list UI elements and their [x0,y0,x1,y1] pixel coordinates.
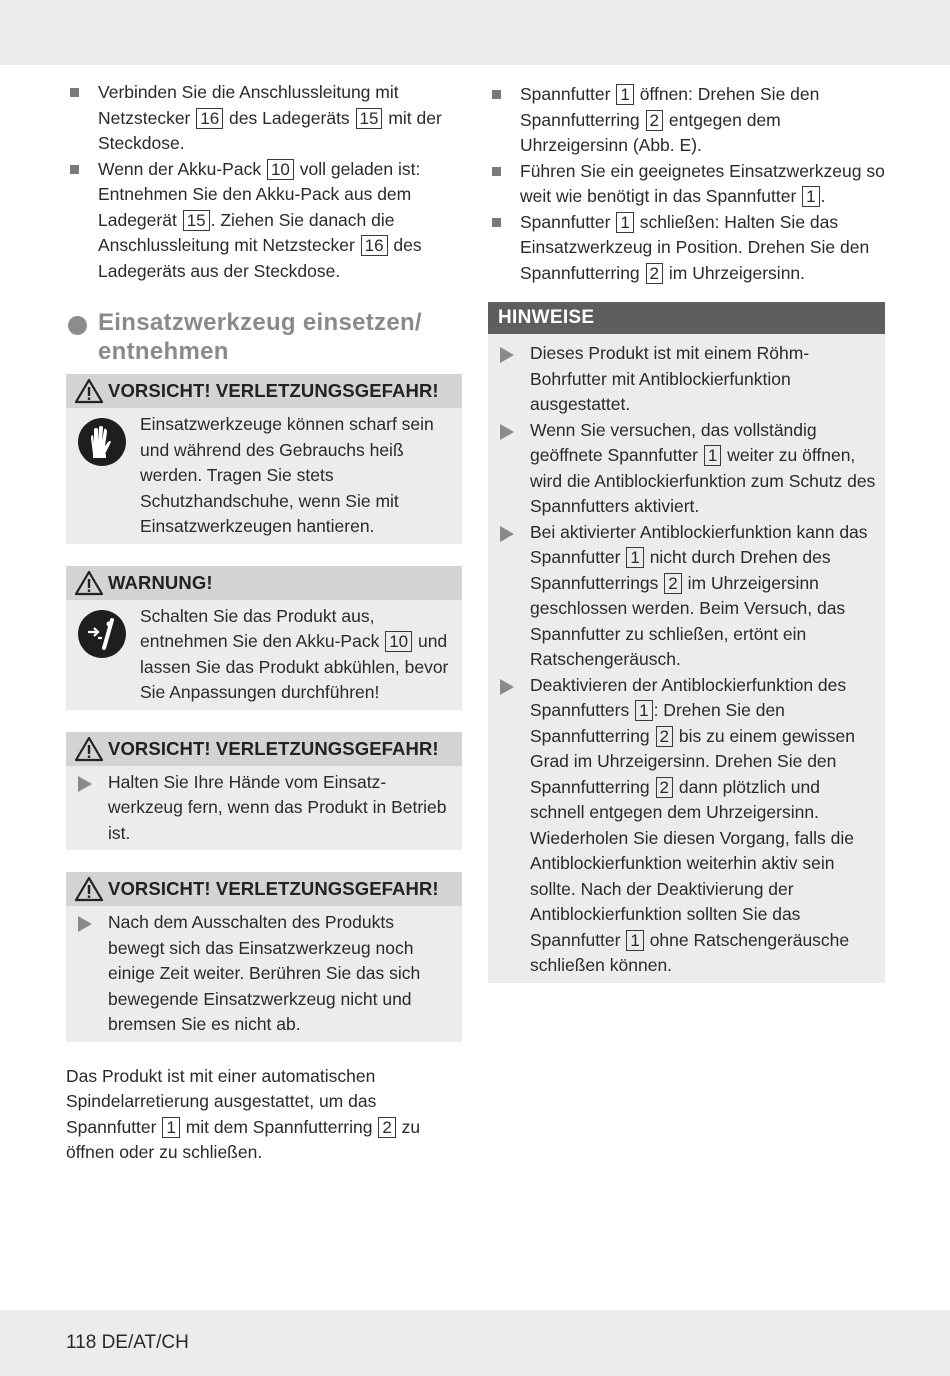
box-text: Einsatzwerkzeuge können scharf sein und während des Gebrauchs heiß werden. Tragen Sie stets Schutzhandschuhe, wenn Sie mit Einsatzwerkzeugen hantieren. [140,414,434,536]
part-number-ref: 2 [664,573,681,594]
part-number-ref: 2 [646,263,663,284]
box-body [66,408,462,544]
box-title: VORSICHT! VERLETZUNGSGEFAHR! [108,878,439,899]
part-number-ref: 1 [162,1117,179,1138]
triangle-bullet-icon [500,347,514,363]
list-item: Nach dem Ausschalten des Produkts bewegt sich das Einsatzwerkzeug noch einige Zeit weiter. Berühren Sie das sich bewegende Einsatzwerkzeug nicht und bremsen Sie es nicht ab. [76,910,454,1038]
box-header [66,566,462,600]
triangle-bullet-icon [500,424,514,440]
unplug-icon [76,608,128,660]
part-number-ref: 10 [267,159,294,180]
left-column [66,80,462,1166]
triangle-bullet-icon [78,776,92,792]
page-top-band [0,0,950,65]
part-number-ref: 15 [356,108,383,129]
page-number: 118 DE/AT/CH [66,1332,189,1353]
part-number-ref: 15 [183,210,210,231]
box-title: WARNUNG! [108,571,213,593]
box-header [66,872,462,906]
box-title: VORSICHT! VERLETZUNGSGEFAHR! [108,737,439,759]
square-bullet-icon [70,165,79,174]
box-body [66,906,462,1042]
warning-triangle-icon [74,570,104,596]
square-bullet-icon [492,167,501,176]
circle-bullet-icon [68,316,87,335]
square-bullet-icon [492,218,501,227]
caution-box-rundown [66,872,462,1042]
warning-box [66,566,462,710]
part-number-ref: 1 [626,930,643,951]
part-number-ref: 1 [616,212,633,233]
list-item: Spannfutter 1 öffnen: Drehen Sie den Spannfutterring 2 entgegen dem Uhrzeigersinn (Abb. E). [488,82,885,159]
box-header [66,374,462,408]
part-number-ref: 1 [616,84,633,105]
list-item: Verbinden Sie die Anschlussleitung mit Netzstecker 16 des Ladegeräts 15 mit der Steckdose. [66,80,462,157]
box-header [66,732,462,766]
part-number-ref: 10 [385,631,412,652]
box-title: VORSICHT! VERLETZUNGSGEFAHR! [108,380,439,401]
caution-box-gloves [66,374,462,544]
triangle-bullet-icon [500,526,514,542]
part-number-ref: 1 [704,445,721,466]
section-heading [66,308,462,366]
left-bullet-list [66,80,462,284]
list-item: Führen Sie ein geeignetes Einsatzwerkzeug so weit wie benötigt in das Spannfutter 1 . [488,159,885,210]
part-number-ref: 1 [635,700,652,721]
part-number-ref: 16 [196,108,223,129]
list-item: Bei aktivierter Antiblockierfunktion kann das Spannfutter 1 nicht durch Drehen des Spannfutterrings 2 im Uhrzeigersinn geschlossen werden. Beim Versuch, das Spannfutter zu schließen, ertönt ein Ratschengeräusch. [498,520,877,673]
notes-box [488,302,885,983]
box-body [66,600,462,710]
box-list [76,910,454,1038]
list-item: Wenn Sie versuchen, das vollständig geöffnete Spannfutter 1 weiter zu öffnen, wird die Antiblockierfunktion zum Schutz des Spannfutters aktiviert. [498,418,877,520]
square-bullet-icon [492,90,501,99]
list-item: Wenn der Akku-Pack 10 voll geladen ist: Entnehmen Sie den Akku-Pack aus dem Ladegerät 15 . Ziehen Sie danach die Anschlussleitung mit Netzstecker 16 des Ladegeräts aus der Steckdose. [66,157,462,285]
box-text: Schalten Sie das Produkt aus, entnehmen Sie den Akku-Pack 10 und lassen Sie das Produkt abkühlen, bevor Sie Anpassungen durchführen! [140,605,449,702]
part-number-ref: 16 [361,235,388,256]
right-column [488,82,885,983]
list-item: Dieses Produkt ist mit einem Röhm-Bohrfutter mit Antiblockierfunktion ausgestattet. [498,341,877,418]
spindle-lock-paragraph: Das Produkt ist mit einer automatischen Spindelarretierung ausgestattet, um das Spannfutter 1 mit dem Spannfutterring 2 zu öffnen oder zu schließen. [66,1065,421,1162]
list-item: Spannfutter 1 schließen: Halten Sie das Einsatzwerkzeug in Position. Drehen Sie den Spannfutterring 2 im Uhrzeigersinn. [488,210,885,287]
part-number-ref: 2 [656,726,673,747]
part-number-ref: 2 [378,1117,395,1138]
warning-triangle-icon [74,876,104,902]
gloves-icon [76,416,128,468]
part-number-ref: 2 [646,110,663,131]
caution-box-hands [66,732,462,851]
right-bullet-list [488,82,885,286]
notes-list [498,341,877,979]
section-title: Einsatzwerkzeug einsetzen/ entnehmen [98,309,422,365]
square-bullet-icon [70,88,79,97]
notes-header: HINWEISE [488,302,885,334]
triangle-bullet-icon [500,679,514,695]
part-number-ref: 2 [656,777,673,798]
list-item: Halten Sie Ihre Hände vom Einsatz-werkzeug fern, wenn das Produkt in Betrieb ist. [76,770,454,847]
box-list [76,770,454,847]
box-body [66,766,462,851]
warning-triangle-icon [74,378,104,404]
triangle-bullet-icon [78,916,92,932]
part-number-ref: 1 [802,186,819,207]
notes-body [488,334,885,983]
warning-triangle-icon [74,736,104,762]
part-number-ref: 1 [626,547,643,568]
list-item: Deaktivieren der Antiblockierfunktion des Spannfutters 1 : Drehen Sie den Spannfutterring 2 bis zu einem gewissen Grad im Uhrzeigersinn. Drehen Sie den Spannfutterring 2 dann plötzlich und schnell entgegen dem Uhrzeigersinn. Wiederholen Sie diesen Vorgang, falls die Antiblockierfunktion weiterhin aktiv sein sollte. Nach der Deaktivierung der Antiblockierfunktion sollten Sie das Spannfutter 1 ohne Ratschengeräusche schließen können. [498,673,877,979]
